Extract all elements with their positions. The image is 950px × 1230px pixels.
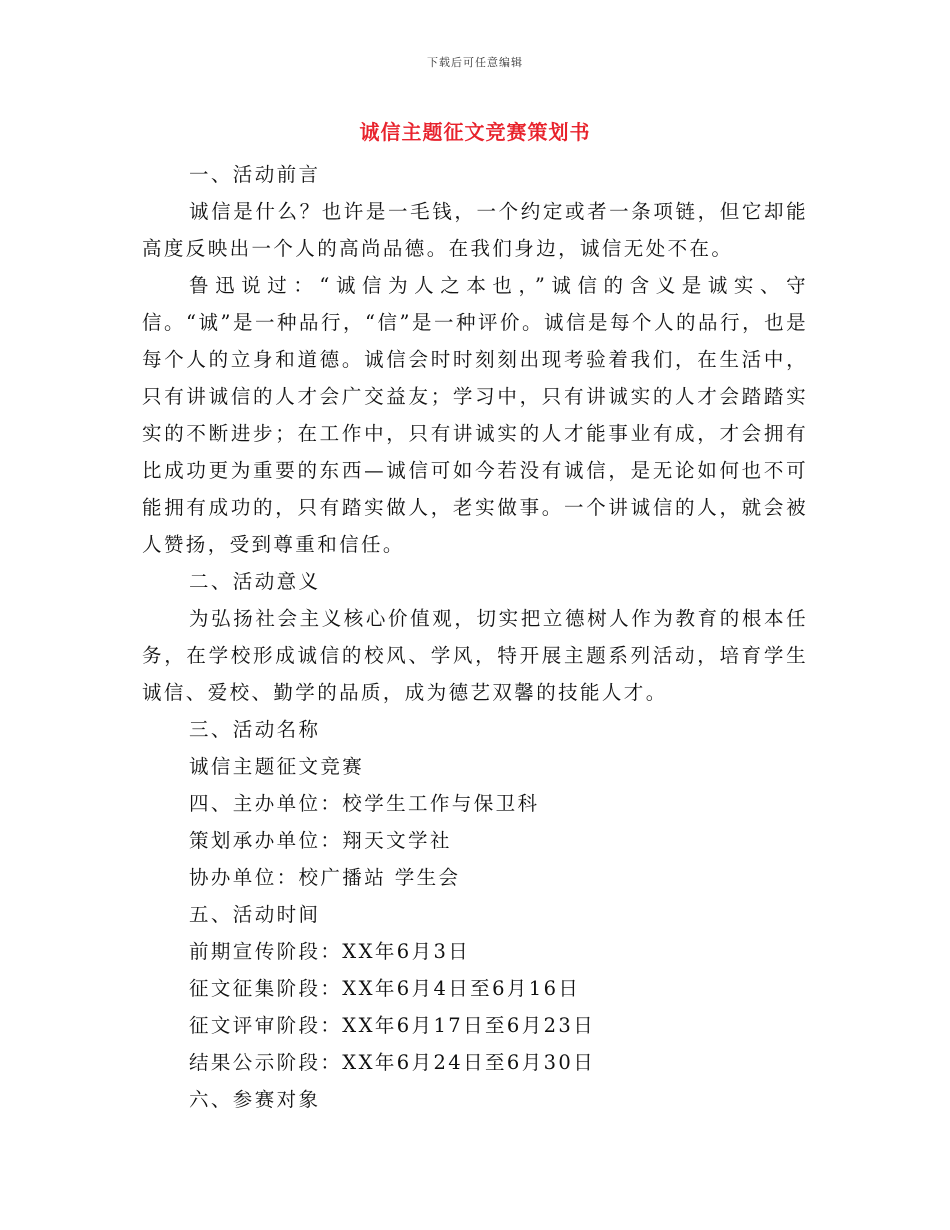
section-heading-preface: 一、活动前言 [189, 163, 321, 186]
line-collection-stage: 征文征集阶段：XX年6月4日至6月16日 [189, 977, 581, 1000]
paragraph-activity-name: 诚信主题征文竞赛 [189, 755, 365, 778]
paragraph-significance: 为弘扬社会主义核心价值观，切实把立德树人作为教育的根本任务，在学校形成诚信的校风、学风，特开展主题系列活动，培育学生诚信、爱校、勤学的品质，成为德艺双馨的技能人才。 [142, 607, 808, 704]
document-body [142, 156, 808, 1118]
section-heading-time: 五、活动时间 [189, 903, 321, 926]
document-title: 诚信主题征文竞赛策划书 [359, 120, 591, 144]
section-heading-significance: 二、活动意义 [189, 570, 321, 593]
line-review-stage: 征文评审阶段：XX年6月17日至6月23日 [189, 1014, 596, 1037]
paragraph-what-is-integrity: 诚信是什么？也许是一毛钱，一个约定或者一条项链，但它却能高度反映出一个人的高尚品德。在我们身边，诚信无处不在。 [142, 200, 808, 260]
line-host-unit: 四、主办单位：校学生工作与保卫科 [189, 792, 540, 815]
line-announcement-stage: 结果公示阶段：XX年6月24日至6月30日 [189, 1051, 596, 1074]
line-organizer-unit: 策划承办单位：翔天文学社 [189, 829, 452, 852]
line-promotion-stage: 前期宣传阶段：XX年6月3日 [189, 940, 471, 963]
paragraph-luxun-quote: 鲁迅说过：“诚信为人之本也，”诚信的含义是诚实、守信。“诚”是一种品行，“信”是一种评价。诚信是每个人的品行，也是每个人的立身和道德。诚信会时时刻刻出现考验着我们，在生活中，只有讲诚信的人才会广交益友；学习中，只有讲诚实的人才会踏踏实实的不断进步；在工作中，只有讲诚实的人才能事业有成，才会拥有比成功更为重要的东西—诚信可如今若没有诚信，是无论如何也不可能拥有成功的，只有踏实做人，老实做事。一个讲诚信的人，就会被人赞扬，受到尊重和信任。 [142, 274, 808, 556]
section-heading-participants: 六、参赛对象 [189, 1088, 321, 1111]
section-heading-name: 三、活动名称 [189, 718, 321, 741]
header-note: 下载后可任意编辑 [427, 56, 523, 69]
line-co-organizer-unit: 协办单位：校广播站 学生会 [189, 866, 461, 889]
